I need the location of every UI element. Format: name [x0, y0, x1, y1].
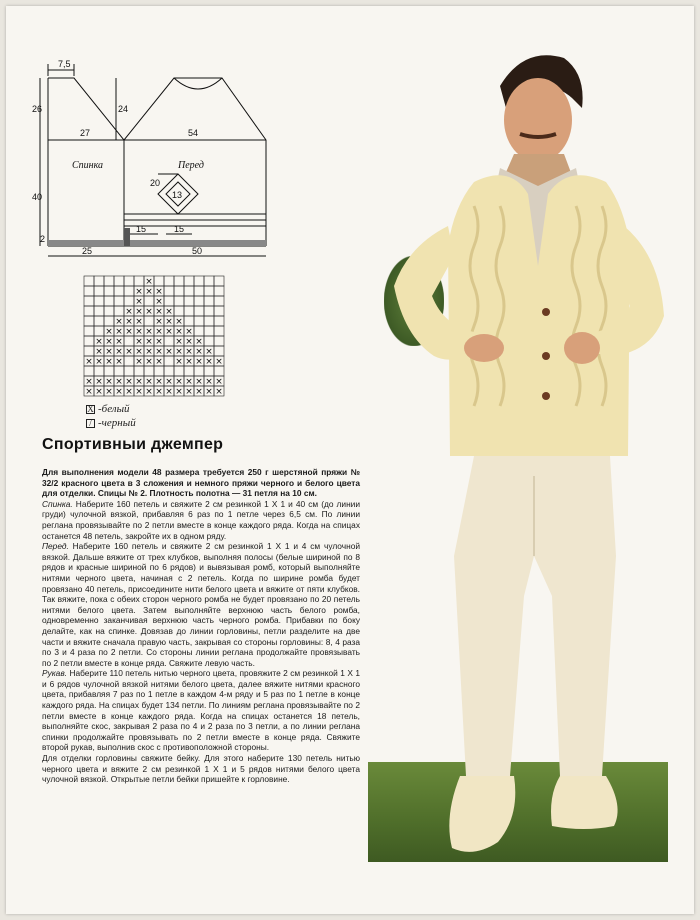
model-photo — [324, 36, 694, 896]
chart-stitch: × — [155, 377, 163, 387]
magazine-page — [6, 6, 694, 914]
chart-stitch: × — [145, 307, 153, 317]
chart-cell — [164, 276, 174, 286]
chart-stitch: × — [155, 387, 163, 397]
label-bottom-right: 50 — [192, 246, 203, 256]
chart-cell — [214, 316, 224, 326]
chart-cell — [214, 326, 224, 336]
chart-stitch: × — [175, 347, 183, 357]
knitting-chart — [82, 274, 228, 398]
legend-item — [86, 416, 136, 430]
chart-stitch: × — [185, 387, 193, 397]
chart-stitch: × — [145, 337, 153, 347]
chart-stitch: × — [165, 307, 173, 317]
chart-stitch: × — [145, 347, 153, 357]
chart-stitch: × — [125, 387, 133, 397]
chart-stitch: × — [165, 347, 173, 357]
section-text: Наберите 160 петель и свяжите 2 см резинкой 1 Х 1 и 40 см (до линии груди) чулочной вязкой, прибавляя 6 раз по 1 петле через 6,5 см. По линии реглана провязывайте по 2 петли вместе в конце каждого ряда. Когда на спицах останется 48 петель, закройте их в одном ряду. — [42, 498, 360, 541]
chart-cell — [144, 366, 154, 376]
chart-cell — [204, 296, 214, 306]
chart-stitch: × — [115, 387, 123, 397]
chart-stitch: × — [205, 357, 213, 367]
section-heading: Перед. — [42, 541, 69, 552]
chart-stitch: × — [125, 307, 133, 317]
rib-band — [48, 240, 266, 246]
chart-cell — [204, 276, 214, 286]
chart-stitch: × — [145, 287, 153, 297]
chart-cell — [154, 276, 164, 286]
legend-symbol: / — [86, 419, 95, 428]
chart-stitch: × — [165, 377, 173, 387]
paragraph-sleeve — [42, 668, 360, 753]
chart-stitch: × — [205, 387, 213, 397]
chart-stitch: × — [165, 317, 173, 327]
chart-cell — [194, 316, 204, 326]
chart-stitch: × — [135, 287, 143, 297]
paragraph-front — [42, 541, 360, 668]
chart-stitch: × — [85, 387, 93, 397]
chart-cell — [114, 366, 124, 376]
label-front: Перед — [178, 160, 204, 171]
chart-stitch: × — [115, 347, 123, 357]
label-diamond-20: 20 — [150, 178, 161, 188]
chart-stitch: × — [125, 377, 133, 387]
chart-stitch: × — [95, 377, 103, 387]
chart-stitch: × — [185, 377, 193, 387]
chart-cell — [124, 276, 134, 286]
chart-stitch: × — [195, 337, 203, 347]
chart-cell — [204, 366, 214, 376]
chart-stitch: × — [185, 357, 193, 367]
label-body-length: 40 — [32, 192, 43, 202]
chart-stitch: × — [175, 317, 183, 327]
chart-stitch: × — [135, 297, 143, 307]
garment-schematic — [32, 56, 282, 266]
chart-cell — [94, 276, 104, 286]
chart-cell — [84, 286, 94, 296]
chart-cell — [144, 316, 154, 326]
chart-stitch: × — [165, 327, 173, 337]
chart-cell — [194, 326, 204, 336]
chart-stitch: × — [135, 307, 143, 317]
chart-stitch: × — [175, 327, 183, 337]
section-text: Наберите 160 петель и свяжите 2 см резинкой 1 Х 1 и 4 см чулочной вязкой. Дальше вяжите от трех клубков, выполняя полосы (белые шириной по 8 рядов и красные шириной по 6 рядов) и вывязывая ромб, который выполняйте нитями черного цвета, начиная с 2 петель. Когда по ширине ромба будет провязано 40 петель, присоедините нити белого цвета и вяжите от пяти клубков. Так вяжите, пока с обеих сторон черного ромба не будет провязано по 20 петель нитями белого цвета. Затем выполняйте верхнюю часть белого ромба, одновременно заканчивая верхнюю часть черного ромба. Прибавки по боку делайте, как на спинке. Довязав до линии горловины, петли разделите на две части и вяжите сначала правую часть, закрывая со стороны горловины: 8, 4 раза по 3 и 4 раза по 2 петли. Со стороны линии реглана продолжайте провязывать по 2 петли вместе в конце ряда. Свяжите левую часть. — [42, 541, 360, 668]
chart-cell — [84, 366, 94, 376]
chart-stitch: × — [145, 377, 153, 387]
chart-stitch: × — [205, 377, 213, 387]
chart-cell — [214, 286, 224, 296]
paragraph-finishing: Для отделки горловины свяжите бейку. Для этого наберите 130 петель нитью черного цвета и вяжите 2 см резинкой 1 Х 1 и 5 рядов нитями белого цвета чулочной вязкой. Открытые петли бейки пришейте к горловине. — [42, 753, 360, 785]
chart-stitch: × — [105, 357, 113, 367]
chart-stitch: × — [135, 377, 143, 387]
chart-cell — [174, 366, 184, 376]
chart-stitch: × — [135, 337, 143, 347]
chart-cell — [184, 296, 194, 306]
chart-cell — [174, 306, 184, 316]
chart-stitch: × — [115, 317, 123, 327]
chart-stitch: × — [215, 387, 223, 397]
chart-stitch: × — [155, 357, 163, 367]
chart-stitch: × — [155, 337, 163, 347]
chart-cell — [184, 306, 194, 316]
chart-stitch: × — [125, 347, 133, 357]
chart-stitch: × — [155, 317, 163, 327]
chart-cell — [164, 366, 174, 376]
chart-stitch: × — [165, 387, 173, 397]
chart-stitch: × — [185, 327, 193, 337]
chart-cell — [84, 336, 94, 346]
chart-cell — [84, 316, 94, 326]
chart-cell — [184, 366, 194, 376]
section-text: Наберите 110 петель нитью черного цвета, провяжите 2 см резинкой 1 Х 1 и 6 рядов чулочной вязкой нитями белого цвета, далее вяжите нитями красного цвета, прибавляя 7 раз по 1 петле в каждом 4-м ряду и 5 раз по 1 петле в конце каждого ряда. На спицах будет 134 петли. По линиям реглана провязывайте по 2 петли вместе в конце каждого ряда. Когда на спицах останется 18 петель, выполняйте скос, закрывая 2 раза по 4 и 2 раза по 3 петли, а по линии реглана спинки продолжайте провязывать по 2 петли вместе в конце ряда. Свяжите второй рукав, выполнив скос с противоположной стороны. — [42, 668, 360, 753]
chart-cell — [94, 286, 104, 296]
chart-cell — [124, 356, 134, 366]
article-title: Спортивныи джемпер — [42, 436, 224, 453]
legend-item — [86, 402, 136, 416]
chart-stitch: × — [215, 377, 223, 387]
chart-cell — [214, 296, 224, 306]
chart-stitch: × — [115, 357, 123, 367]
chart-stitch: × — [205, 347, 213, 357]
chart-stitch: × — [105, 387, 113, 397]
label-neck-drop: 26 — [32, 104, 43, 114]
chart-stitch: × — [155, 307, 163, 317]
chart-stitch: × — [115, 327, 123, 337]
chart-stitch: × — [155, 327, 163, 337]
chart-stitch: × — [145, 357, 153, 367]
chart-stitch: × — [155, 347, 163, 357]
chart-stitch: × — [95, 357, 103, 367]
chart-cell — [144, 296, 154, 306]
chart-stitch: × — [105, 347, 113, 357]
chart-cell — [174, 296, 184, 306]
label-front-width: 54 — [188, 128, 199, 138]
chart-cell — [114, 276, 124, 286]
chart-cell — [194, 366, 204, 376]
chart-cell — [84, 296, 94, 306]
chart-cell — [214, 346, 224, 356]
chart-cell — [204, 306, 214, 316]
chart-cell — [204, 326, 214, 336]
chart-stitch: × — [125, 317, 133, 327]
chart-stitch: × — [185, 347, 193, 357]
chart-cell — [104, 276, 114, 286]
chart-stitch: × — [185, 337, 193, 347]
label-bottom-left: 25 — [82, 246, 93, 256]
chart-cell — [114, 296, 124, 306]
chart-cell — [194, 296, 204, 306]
chart-cell — [204, 316, 214, 326]
chart-cell — [214, 336, 224, 346]
chart-cell — [94, 326, 104, 336]
chart-cell — [174, 276, 184, 286]
article-body — [42, 467, 360, 785]
label-stripe-b: 15 — [174, 224, 185, 234]
label-stripe-a: 15 — [136, 224, 147, 234]
chart-stitch: × — [195, 357, 203, 367]
chart-cell — [94, 316, 104, 326]
chart-legend — [86, 402, 136, 430]
label-diamond-13: 13 — [172, 190, 183, 200]
chart-cell — [194, 276, 204, 286]
section-heading: Рукав. — [42, 668, 67, 679]
chart-cell — [124, 286, 134, 296]
chart-cell — [124, 296, 134, 306]
chart-cell — [84, 326, 94, 336]
chart-stitch: × — [175, 337, 183, 347]
chart-cell — [214, 366, 224, 376]
chart-cell — [84, 346, 94, 356]
legend-label: -белый — [98, 403, 130, 415]
chart-stitch: × — [85, 357, 93, 367]
chart-stitch: × — [105, 337, 113, 347]
chart-cell — [184, 286, 194, 296]
label-top-width: 7,5 — [58, 59, 71, 69]
chart-stitch: × — [215, 357, 223, 367]
chart-stitch: × — [155, 287, 163, 297]
chart-cell — [194, 306, 204, 316]
chart-stitch: × — [175, 377, 183, 387]
chart-stitch: × — [105, 377, 113, 387]
chart-cell — [214, 306, 224, 316]
chart-cell — [194, 286, 204, 296]
chart-cell — [104, 366, 114, 376]
legend-label: -черный — [98, 417, 136, 429]
label-rib-height: 2 — [40, 234, 46, 244]
chart-stitch: × — [95, 347, 103, 357]
chart-cell — [94, 306, 104, 316]
chart-stitch: × — [175, 387, 183, 397]
chart-stitch: × — [135, 317, 143, 327]
chart-stitch: × — [115, 377, 123, 387]
chart-stitch: × — [195, 387, 203, 397]
chart-stitch: × — [135, 327, 143, 337]
paragraph-intro: Для выполнения модели 48 размера требуется 250 г шерстяной пряжи № 32/2 красного цвета в 3 сложения и немного пряжи черного и белого цвета для отделки. Спицы № 2. Плотность полотна — 31 петля на 10 см. — [42, 467, 360, 499]
chart-stitch: × — [115, 337, 123, 347]
chart-cell — [134, 366, 144, 376]
chart-stitch: × — [145, 327, 153, 337]
chart-cell — [164, 356, 174, 366]
chart-cell — [84, 276, 94, 286]
chart-cell — [104, 316, 114, 326]
chart-cell — [114, 286, 124, 296]
chart-stitch: × — [105, 327, 113, 337]
paragraph-back — [42, 499, 360, 541]
chart-stitch: × — [135, 347, 143, 357]
chart-stitch: × — [135, 357, 143, 367]
chart-cell — [214, 276, 224, 286]
chart-cell — [104, 296, 114, 306]
chart-cell — [124, 336, 134, 346]
chart-cell — [94, 366, 104, 376]
chart-cell — [104, 286, 114, 296]
chart-stitch: × — [95, 337, 103, 347]
chart-cell — [164, 296, 174, 306]
label-raglan-depth: 24 — [118, 104, 129, 114]
chart-stitch: × — [175, 357, 183, 367]
chart-stitch: × — [85, 377, 93, 387]
chart-stitch: × — [95, 387, 103, 397]
chart-cell — [184, 276, 194, 286]
chart-cell — [94, 296, 104, 306]
chart-stitch: × — [195, 347, 203, 357]
chart-cell — [204, 336, 214, 346]
label-half-back: 27 — [80, 128, 91, 138]
chart-cell — [134, 276, 144, 286]
chart-cell — [164, 336, 174, 346]
chart-cell — [114, 306, 124, 316]
chart-cell — [124, 366, 134, 376]
chart-stitch: × — [125, 327, 133, 337]
chart-stitch: × — [135, 387, 143, 397]
chart-stitch: × — [195, 377, 203, 387]
chart-cell — [154, 366, 164, 376]
chart-stitch: × — [145, 387, 153, 397]
section-heading: Спинка. — [42, 498, 73, 509]
chart-cell — [184, 316, 194, 326]
chart-stitch: × — [145, 277, 153, 287]
chart-stitch: × — [155, 297, 163, 307]
chart-cell — [104, 306, 114, 316]
chart-cell — [164, 286, 174, 296]
legend-symbol: X — [87, 403, 94, 414]
chart-cell — [84, 306, 94, 316]
chart-cell — [174, 286, 184, 296]
label-back: Спинка — [72, 160, 104, 171]
chart-cell — [204, 286, 214, 296]
